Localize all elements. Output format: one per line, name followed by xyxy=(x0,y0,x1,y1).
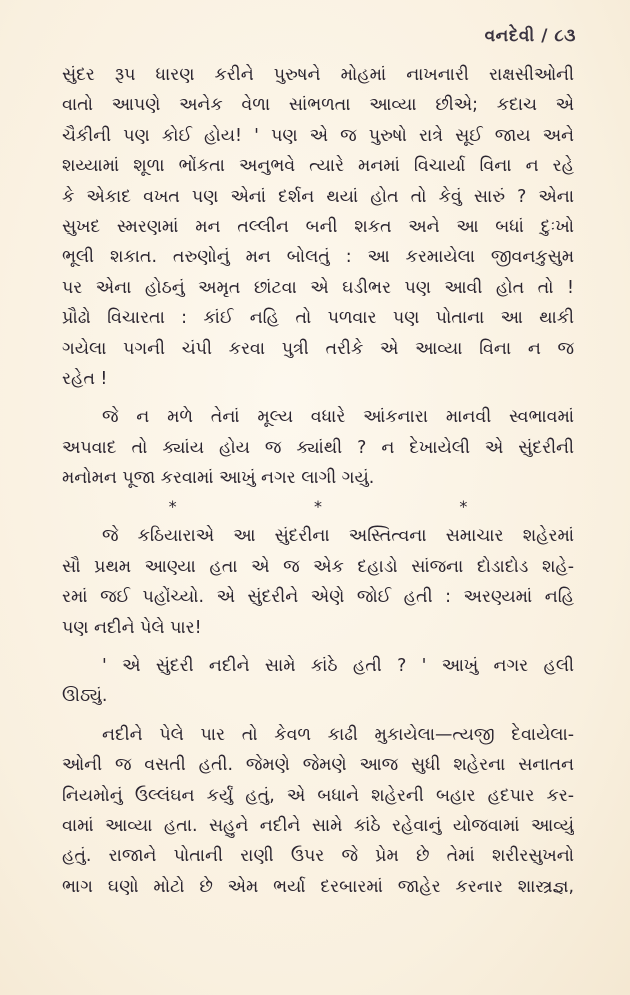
text-line: વામાં આવ્યા હતા. સહુને નદીને સામે કાંઠે રહેવાનું યોજવામાં આવ્યું xyxy=(62,815,574,836)
text-line: વાતો આપણે અનેક વેળા સાંભળતા આવ્યા છીએ; કદાચ એ xyxy=(62,95,574,116)
text-line: જે ન મળે તેનાં મૂલ્ય વધારે આંકનારા માનવી સ્વભાવમાં xyxy=(102,407,574,428)
paragraph-5 xyxy=(62,720,574,902)
text-line: ઓની જ વસતી હતી. જેમણે જેમણે આજ સુધી શહેરના સનાતન xyxy=(62,755,574,776)
text-line: રમાં જઈ પહોંચ્યો. એ સુંદરીને એણે જોઈ હતી : અરણ્યમાં નહિ xyxy=(62,587,574,608)
text-line: ઊઠ્યું. xyxy=(62,686,108,707)
text-line: ચૈકીની પણ કોઈ હોય! ' પણ એ જ પુરુષો રાત્રે સૂઈ જાય અને xyxy=(62,125,574,146)
text-line: નદીને પેલે પાર તો કેવળ કાઢી મુકાયેલા—ત્યજી દેવાયેલા- xyxy=(102,724,574,745)
text-line: સુંદર રૂપ ધારણ કરીને પુરુષને મોહમાં નાખનારી રાક્ષસીઓની xyxy=(62,65,574,85)
paragraph-4 xyxy=(62,651,574,712)
text-line: અપવાદ તો ક્યાંય હોય જ ક્યાંથી ? ન દેખાયેલી એ સુંદરીની xyxy=(62,437,574,458)
text-line: ભૂલી શકાત. તરુણોનું મન બોલતું : આ કરમાયેલા જીવનકુસુમ xyxy=(62,247,574,268)
running-head: વનદેવી / ૮૩ xyxy=(484,26,576,46)
text-line: પર એના હોઠનું અમૃત છાંટવા એ ઘડીભર પણ આવી હોત તો ! xyxy=(62,277,574,298)
text-line: ભાગ ઘણો મોટો છે એમ ભર્યા દરબારમાં જાહેર કરનાર શાસ્ત્રજ્ઞ, xyxy=(62,876,574,897)
text-line: પણ નદીને પેલે પાર! xyxy=(62,617,202,638)
text-line: હતું. રાજાને પોતાની રાણી ઉપર જે પ્રેમ છે તેમાં શરીરસુખનો xyxy=(62,846,574,867)
text-line: પ્રૌઢો વિચારતા : કાંઈ નહિ તો પળવાર પણ પોતાના આ થાકી xyxy=(62,308,574,329)
section-separator xyxy=(62,493,574,521)
paragraph-3 xyxy=(62,521,574,643)
separator-asterisk: * xyxy=(313,497,322,517)
text-line: ગયેલા પગની ચંપી કરવા પુત્રી તરીકે એ આવ્યા વિના ન જ xyxy=(62,338,574,359)
separator-asterisk: * xyxy=(459,497,468,517)
paragraph-1 xyxy=(62,60,574,394)
text-line: ' એ સુંદરી નદીને સામે કાંઠે હતી ? ' આખું નગર હલી xyxy=(102,656,574,677)
text-line: જે કઠિયારાએ આ સુંદરીના અસ્તિત્વના સમાચાર શહેરમાં xyxy=(102,526,574,547)
separator-asterisk: * xyxy=(168,497,177,517)
body-text xyxy=(62,60,574,902)
text-line: સૌ પ્રથમ આણ્યા હતા એ જ એક દહાડો સાંજના દોડાદોડ શહે- xyxy=(62,556,574,577)
text-line: કે એકાદ વખત પણ એનાં દર્શન થયાં હોત તો કેવું સારું ? એના xyxy=(62,186,574,207)
text-line: રહેત ! xyxy=(62,368,108,389)
text-line: નિયમોનું ઉલ્લંઘન કર્યું હતું, એ બધાને શહેરની બહાર હદપાર કર- xyxy=(62,785,574,806)
text-line: સુખદ સ્મરણમાં મન તલ્લીન બની શકત અને આ બધાં દુઃખો xyxy=(62,216,574,237)
text-line: શય્યામાં શૂળા ભોંકતા અનુભવે ત્યારે મનમાં વિચાર્યા વિના ન રહે xyxy=(62,156,574,177)
paragraph-2 xyxy=(62,402,574,493)
text-line: મનોમન પૂજા કરવામાં આખું નગર લાગી ગયું. xyxy=(62,468,375,489)
